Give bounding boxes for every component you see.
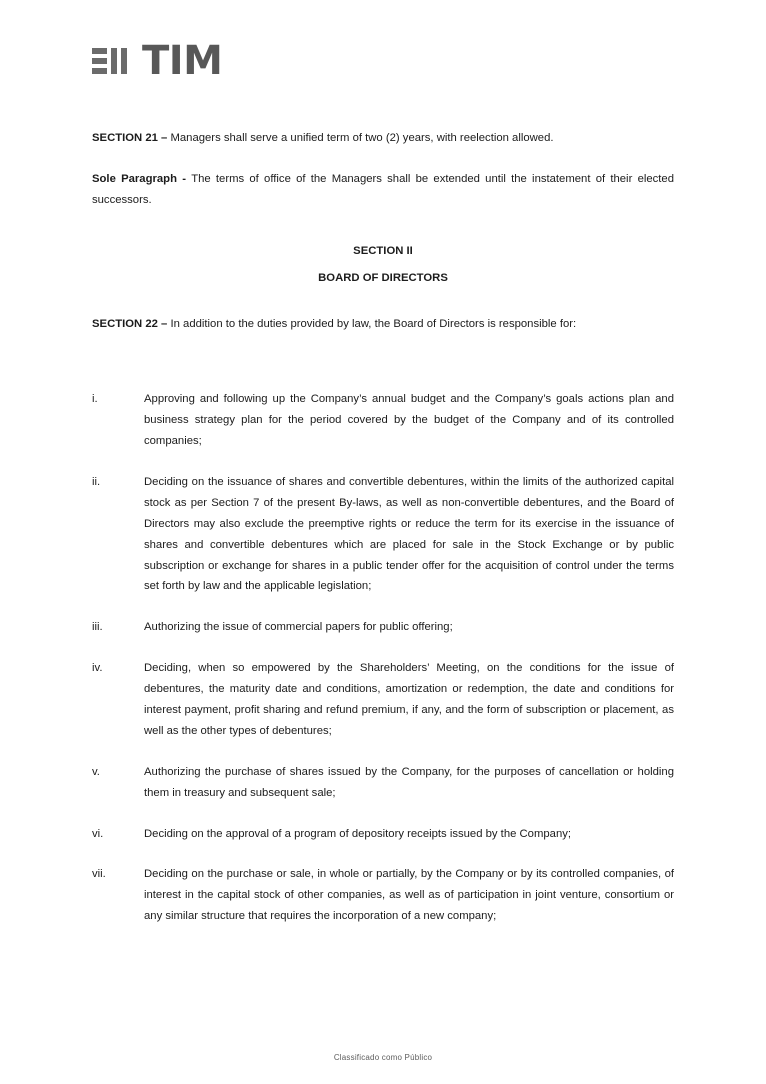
list-item-text: Deciding on the approval of a program of depository receipts issued by the Company; [144,827,572,840]
section-22-label: SECTION 22 – [92,318,171,331]
list-item [92,389,674,452]
list-item [92,864,674,927]
list-item-number: i. [92,393,98,406]
list-item-text: Deciding on the issuance of shares and convertible debentures, within the limits of the authorized capital stock as per Section 7 of the present By-laws, as well as non-convertible debentures, and the Board of Directors may also exclude the preemptive rights or reduce the term for its exercise in the issuance of shares and convertible debentures which are placed for sale in the Stock Exchange or by public subscription or exchange for shares in a public tender offer for the acquisition of control under the terms set forth by law and the applicable legislation; [144,476,674,593]
list-item-text: Authorizing the issue of commercial papers for public offering; [144,621,453,634]
list-item [92,617,674,638]
section-21-label: SECTION 21 – [92,132,171,144]
paragraph-section-22 [92,314,674,335]
list-item-text: Approving and following up the Company’s annual budget and the Company’s goals actions plan and business strategy plan for the period covered by the budget of the Company and of its controlled companies; [144,393,674,448]
heading-section-ii: SECTION II [353,244,413,257]
heading-board-of-directors: BOARD OF DIRECTORS [318,271,448,284]
list-item [92,824,674,845]
paragraph-section-21 [92,128,674,149]
list-item [92,658,674,742]
list-item-text: Deciding on the purchase or sale, in whole or partially, by the Company or by its controlled companies, of interest in the capital stock of other companies, as well as of participation in joint venture, consortium or any similar structure that requires the incorporation of a new company; [144,868,674,923]
section-22-text: In addition to the duties provided by law, the Board of Directors is responsible for: [170,318,577,331]
section-21-text: Managers shall serve a unified term of two (2) years, with reelection allowed. [170,132,554,144]
list-item-number: ii. [92,476,101,489]
spacer [92,355,674,389]
list-item [92,762,674,804]
tim-wordmark: TIM [142,38,223,84]
spacer [92,288,674,314]
page-footer: Classificado como Público [333,1053,433,1062]
sole-paragraph-label: Sole Paragraph - [92,172,192,185]
list-item-number: v. [92,765,100,778]
list-item-number: vii. [92,868,106,881]
list-item-text: Authorizing the purchase of shares issued by the Company, for the purposes of cancellation or holding them in treasury and subsequent sale; [144,765,674,799]
list-item [92,472,674,597]
sole-paragraph-text: The terms of office of the Managers shall be extended until the instatement of their elected successors. [92,172,674,206]
list-item-text: Deciding, when so empowered by the Shareholders’ Meeting, on the conditions for the issue of debentures, the maturity date and conditions, amortization or redemption, the date and conditions for interest payment, profit sharing and refund premium, if any, and the form of subscription or placement, as well as the other types of debentures; [144,662,674,737]
list-item-number: iv. [92,662,103,675]
tim-logo [92,38,674,84]
spacer [92,231,674,241]
list-item-number: vi. [92,827,104,840]
paragraph-sole-paragraph [92,169,674,211]
tim-bars-icon [92,44,132,78]
list-item-number: iii. [92,621,103,634]
